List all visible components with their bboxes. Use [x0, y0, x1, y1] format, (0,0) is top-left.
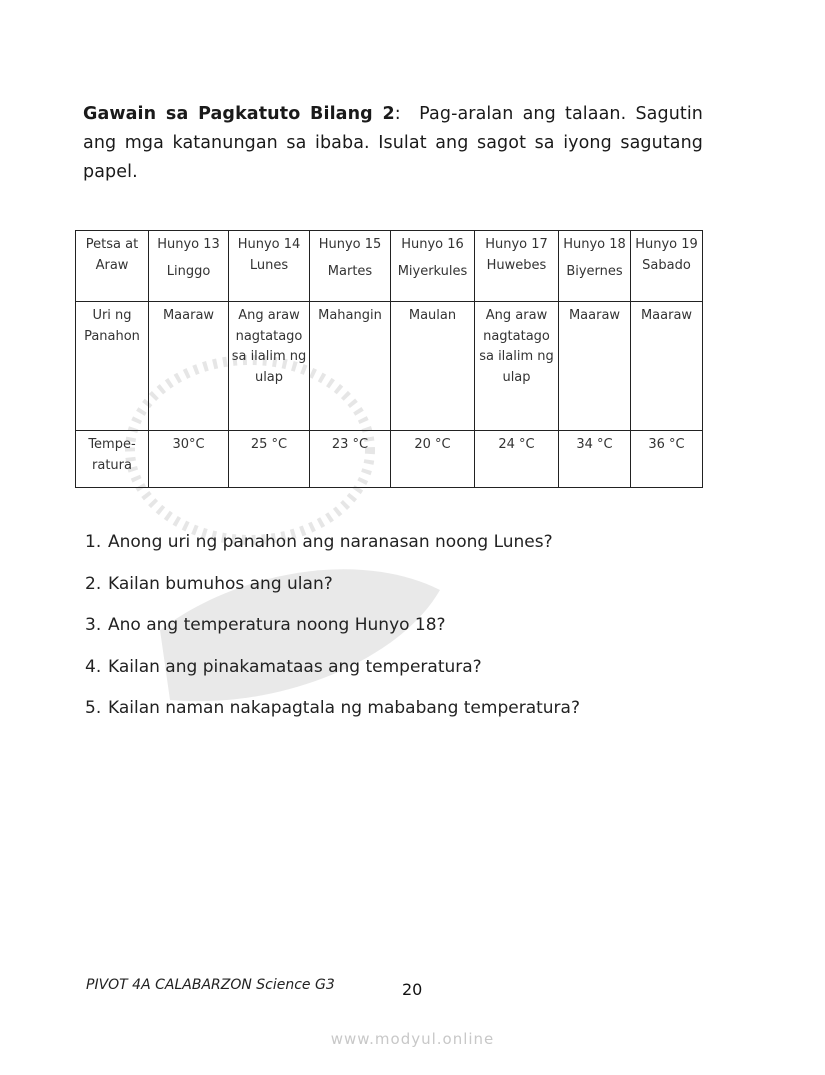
date-label: Hunyo 14	[237, 237, 301, 252]
temperature-cell: 36 °C	[631, 431, 703, 488]
question-item	[85, 570, 705, 612]
weather-cell: Maulan	[391, 302, 475, 431]
question-item	[85, 528, 705, 570]
temperature-cell: 24 °C	[475, 431, 559, 488]
day-label: Huwebes	[486, 257, 547, 273]
date-cell	[149, 231, 229, 302]
weather-cell: Ang araw nagtatago sa ilalim ng ulap	[475, 302, 559, 431]
question-text: Kailan ang pinakamataas ang temperatura?	[108, 656, 482, 677]
date-label: Hunyo 13	[157, 237, 220, 252]
date-cell	[391, 231, 475, 302]
question-text: Anong uri ng panahon ang naranasan noong Lunes?	[108, 532, 553, 552]
weather-cell: Maaraw	[631, 302, 703, 431]
website-watermark: www.modyul.online	[330, 1030, 495, 1048]
title-colon: :	[394, 104, 401, 124]
activity-instructions	[83, 100, 703, 187]
date-label: Hunyo 17	[485, 237, 548, 252]
page-number: 20	[402, 980, 423, 999]
date-label: Hunyo 19	[635, 237, 698, 252]
activity-title: Gawain sa Pagkatuto Bilang 2	[83, 104, 395, 124]
question-number: 5.	[85, 698, 102, 718]
temperature-cell: 20 °C	[391, 431, 475, 488]
date-cell	[475, 231, 559, 302]
footer-source: PIVOT 4A CALABARZON Science G3	[86, 977, 335, 993]
weather-cell: Maaraw	[559, 302, 631, 431]
date-label: Hunyo 16	[401, 237, 464, 252]
question-item	[85, 611, 705, 653]
temperature-cell: 25 °C	[229, 431, 310, 488]
question-number: 2.	[85, 573, 102, 594]
question-list	[85, 528, 705, 736]
date-cell	[229, 231, 310, 302]
question-text: Kailan naman nakapagtala ng mababang temperatura?	[108, 698, 580, 718]
weather-cell: Maaraw	[149, 302, 229, 431]
temperature-cell: 34 °C	[559, 431, 631, 488]
question-text: Ano ang temperatura noong Hunyo 18?	[108, 615, 446, 635]
question-number: 4.	[85, 656, 102, 677]
day-label: Lunes	[249, 257, 289, 273]
date-label: Hunyo 18	[563, 237, 626, 252]
day-label: Martes	[327, 263, 373, 279]
date-cell	[310, 231, 391, 302]
date-label: Hunyo 15	[318, 237, 382, 252]
temperature-header-cell: Tempe-ratura	[76, 431, 149, 488]
temperature-cell: 30°C	[149, 431, 229, 488]
weather-header-cell: Uri ng Panahon	[76, 302, 149, 431]
activity-instruction-text: Pag-aralan ang talaan. Sagutin ang mga katanungan sa ibaba. Isulat ang sagot sa iyong sagutang papel.	[83, 104, 703, 182]
question-number: 1.	[85, 532, 102, 552]
day-label: Biyernes	[566, 263, 623, 279]
weather-cell: Mahangin	[310, 302, 391, 431]
temperature-cell: 23 °C	[310, 431, 391, 488]
date-cell	[631, 231, 703, 302]
question-text: Kailan bumuhos ang ulan?	[108, 573, 333, 594]
weather-table	[75, 230, 703, 488]
question-item	[85, 694, 705, 736]
weather-cell: Ang araw nagtatago sa ilalim ng ulap	[229, 302, 310, 431]
day-label: Linggo	[166, 263, 211, 279]
date-header-cell: Petsa at Araw	[76, 231, 149, 302]
day-label: Sabado	[642, 257, 691, 273]
question-item	[85, 653, 705, 695]
temperature-row	[76, 431, 703, 488]
date-cell	[559, 231, 631, 302]
weather-row	[76, 302, 703, 431]
question-number: 3.	[85, 615, 102, 635]
day-label: Miyerkules	[397, 263, 468, 279]
date-row	[76, 231, 703, 302]
